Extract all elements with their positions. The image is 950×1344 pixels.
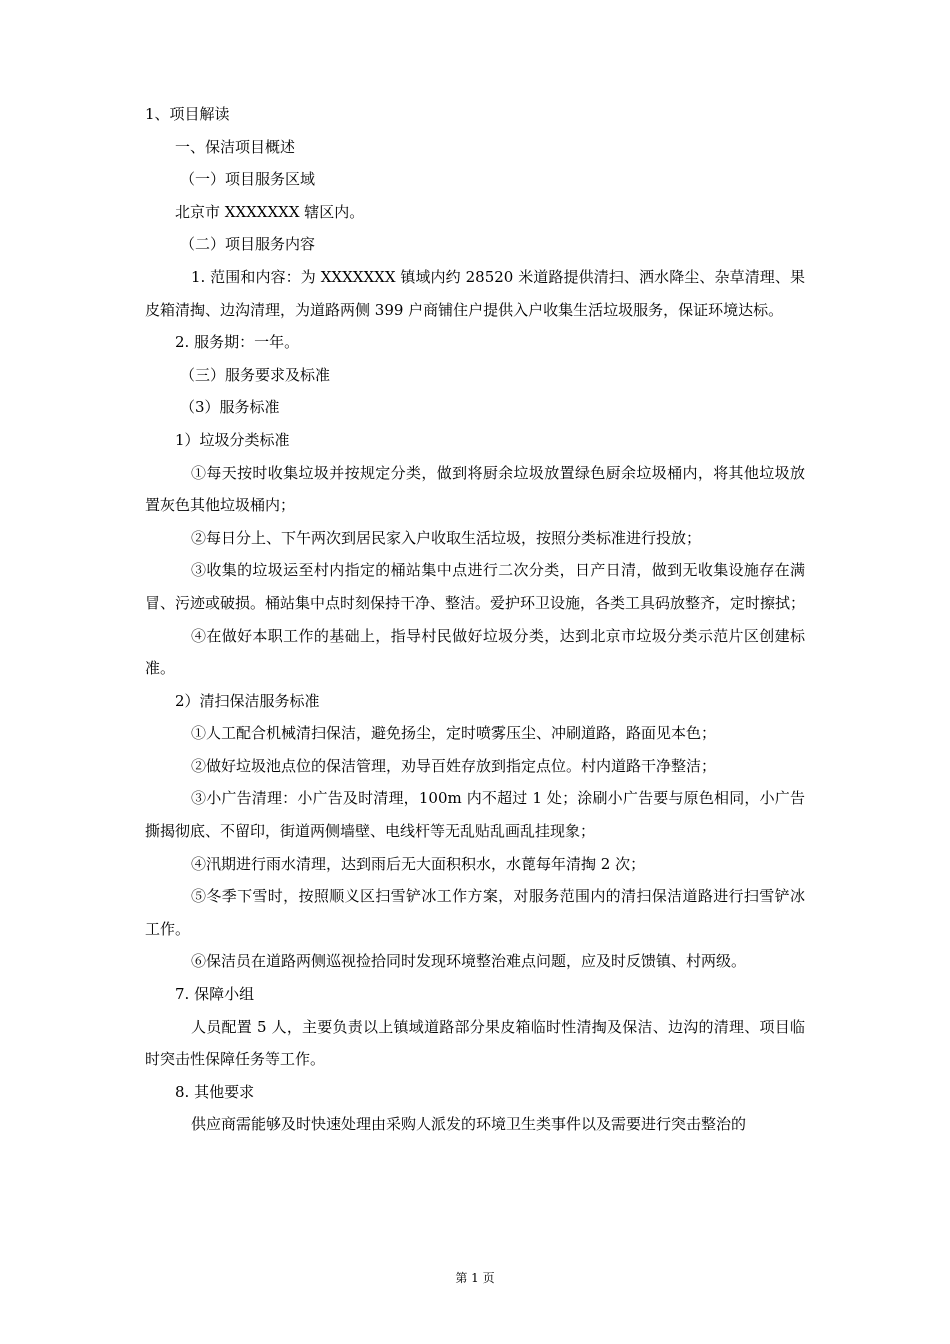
paragraph: ④在做好本职工作的基础上，指导村民做好垃圾分类，达到北京市垃圾分类示范片区创建标准。	[145, 626, 805, 678]
paragraph: 1、项目解读	[145, 105, 230, 123]
paragraph: ③收集的垃圾运至村内指定的桶站集中点进行二次分类，日产日清，做到无收集设施存在满冒、污迹或破损。桶站集中点时刻保持干净、整洁。爱护环卫设施，各类工具码放整齐，定时擦拭；	[145, 561, 806, 612]
paragraph: ①每天按时收集垃圾并按规定分类，做到将厨余垃圾放置绿色厨余垃圾桶内，将其他垃圾放置灰色其他垃圾桶内；	[145, 463, 805, 515]
paragraph: （二）项目服务内容	[180, 235, 316, 254]
paragraph: 人员配置 5 人，主要负责以上镇域道路部分果皮箱临时性清掏及保洁、边沟的清理、项目临时突击性保障任务等工作。	[145, 1017, 805, 1069]
paragraph: ⑤冬季下雪时，按照顺义区扫雪铲冰工作方案，对服务范围内的清扫保洁道路进行扫雪铲冰工作。	[145, 887, 805, 938]
paragraph: 北京市 XXXXXXX 辖区内。	[175, 202, 365, 221]
paragraph: 1. 范围和内容：为 XXXXXXX 镇域内约 28520 米道路提供清扫、洒水降尘、杂草清理、果皮箱清掏、边沟清理，为道路两侧 399 户商铺住户提供入户收集生活垃圾服务，保证环境达标。	[145, 267, 805, 319]
paragraph: 供应商需能够及时快速处理由采购人派发的环境卫生类事件以及需要进行突击整治的	[191, 1115, 747, 1134]
paragraph: （三）服务要求及标准	[180, 365, 331, 384]
paragraph: （一）项目服务区域	[180, 170, 316, 189]
document-body	[145, 98, 805, 1141]
paragraph: 2）清扫保洁服务标准	[175, 691, 320, 710]
paragraph: 8. 其他要求	[175, 1082, 255, 1101]
paragraph: 1）垃圾分类标准	[175, 430, 290, 449]
paragraph: ②做好垃圾池点位的保洁管理，劝导百姓存放到指定点位。村内道路干净整洁；	[191, 756, 717, 775]
paragraph: ②每日分上、下午两次到居民家入户收取生活垃圾，按照分类标准进行投放；	[191, 528, 702, 547]
paragraph: ①人工配合机械清扫保洁，避免扬尘，定时喷雾压尘、冲刷道路，路面见本色；	[191, 724, 717, 743]
paragraph: 7. 保障小组	[175, 985, 255, 1004]
paragraph: ③小广告清理：小广告及时清理，100m 内不超过 1 处；涂刷小广告要与原色相同，小广告撕揭彻底、不留印，街道两侧墙壁、电线杆等无乱贴乱画乱挂现象；	[145, 789, 805, 841]
paragraph: （3）服务标准	[180, 398, 280, 417]
paragraph: ⑥保洁员在道路两侧巡视捡拾同时发现环境整治难点问题，应及时反馈镇、村两级。	[191, 952, 747, 971]
page-number: 第 1 页	[455, 1271, 495, 1285]
paragraph: 一、保洁项目概述	[175, 137, 296, 156]
paragraph: 2. 服务期：一年。	[175, 333, 300, 352]
paragraph: ④汛期进行雨水清理，达到雨后无大面积积水，水蓖每年清掏 2 次；	[191, 854, 646, 873]
